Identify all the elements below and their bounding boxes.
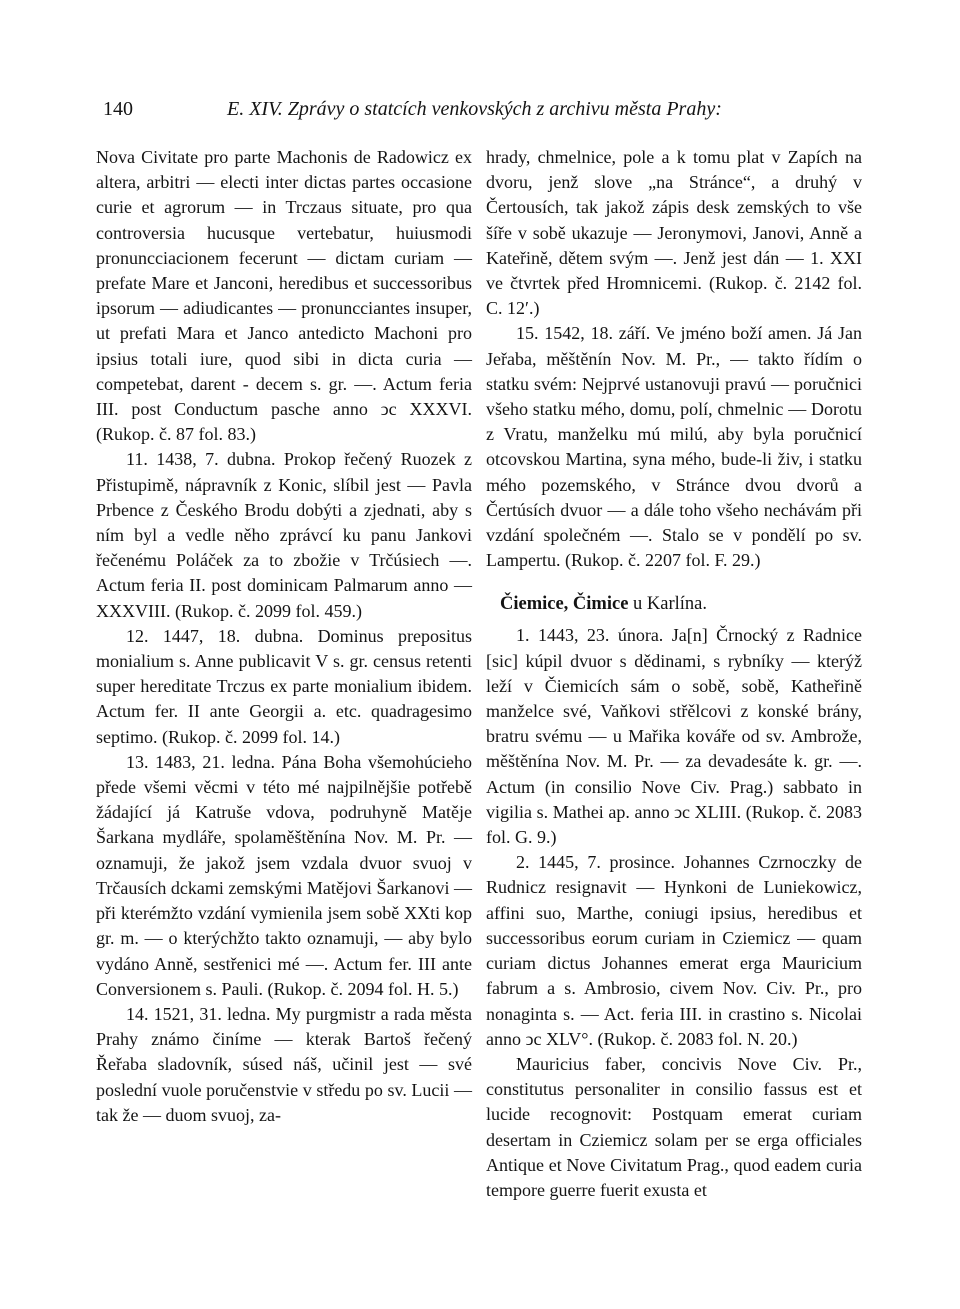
entry-mauricius: Mauricius faber, concivis Nove Civ. Pr., constitutus personaliter in consilio fassus est et lucide recognovit: Postquam emerat curiam desertam in Cziemicz solam per se erga officiales Antique et Nove Civitatum Prag., quod eadem curia tempore guerre fuerit exusta et bbox=[486, 1053, 862, 1200]
entry-14: 14. 1521, 31. ledna. My purgmistr a rada města Prahy známo činíme — kterak Bartoš řečený Řeřaba sladovník, súsed náš, učinil jest — své poslední vuole poručenstvie v středu po sv. Lucii — tak že — duom svuoj, za- bbox=[96, 1003, 472, 1125]
entry-11: 11. 1438, 7. dubna. Prokop řečený Ruozek z Přistupimě, nápravník z Konic, slíbil jest — Pavla Prbence z Českého Brodu dobýti a zjednati, aby s ním byl a vedle něho zprávcí ku panu Jankovi řečenému Poláček za to zbožie v Trčúsiech —. Actum feria II. post dominicam Palmarum anno — XXXVIII. (Rukop. č. 2099 fol. 459.) bbox=[96, 449, 472, 621]
paragraph-continuation: hrady, chmelnice, pole a k tomu plat v Zapích na dvoru, jenž slove „na Stránce“, a druhý v Čertousích, tak jakož zápis desk zemských to vše šíře v sobě ukazuje — Jeronymovi, Janovi, Anně a Kateřině, dětem svým —. Jenž jest dán — 1. XXI ve čtvrtek před Hromnicemi. (Rukop. č. 2142 fol. C. 12′.) bbox=[486, 147, 862, 319]
entry-15: 15. 1542, 18. září. Ve jméno boží amen. Já Jan Jeřaba, měštěnín Nov. M. Pr., — takto řídím o statku svém: Nejprvé ustanovuji pravú — poručnici všeho statku mého, domu, polí, chmelnic — Dorotu z Vratu, manželku mú milú, aby byla poručnicí otcovskou Martina, syna mého, bude-li živ, i statku mého pozemského, v Stránce dvou dvorů a Čertúsích dvuor — a dále toho všeho nechávám při vzdání společném —. Stalo se v pondělí po sv. Lampertu. (Rukop. č. 2207 fol. F. 29.) bbox=[486, 323, 862, 571]
entry-13: 13. 1483, 21. ledna. Pána Boha všemohúcieho přede všemi věcmi v této mé najpilnějšie potřebě žádající já Katruše vdova, podruhyně Matěje Šarkana mydláře, spolaměštěnína Nov. M. Pr. — oznamuji, že jakož jsem vzdala dvuor svuoj v Trčausích dckami zemskými Matějovi Šarkanovi — při kterémžto vzdání vymienila jsem sobě XXti kop gr. m. — o kterýchžto takto oznamuji, — aby bylo vydáno Anně, sestřenici mé —. Actum fer. III ante Conversionem s. Pauli. (Rukop. č. 2094 fol. H. 5.) bbox=[96, 751, 472, 999]
entry-2: 2. 1445, 7. prosince. Johannes Czrnoczky de Rudnicz resignavit — Hynkoni de Luniekowicz, affini suo, Marthe, coniugi ipsius, heredibus et successoribus eorum curiam in Cziemicz — quam curiam dictus Johannes emerat erga Mauricium fabrum a s. Ambrosio, civem Nov. Civ. Pr., pro nonaginta s. — Act. feria III. in crastino s. Nicolai anno ↄc XLV°. (Rukop. č. 2083 fol. N. 20.) bbox=[486, 852, 862, 1049]
running-header bbox=[95, 98, 865, 126]
left-column bbox=[96, 145, 472, 1128]
right-column bbox=[486, 145, 862, 1203]
section-heading bbox=[500, 591, 862, 617]
entry-12: 12. 1447, 18. dubna. Dominus prepositus monialium s. Anne publicavit V s. gr. census retenti super hereditate Trczus ex parte monialium ibidem. Actum fer. II ante Georgii a. etc. quadragesimo septimo. (Rukop. č. 2099 fol. 14.) bbox=[96, 625, 472, 747]
section-place: u Karlína. bbox=[633, 594, 708, 615]
entry-1: 1. 1443, 23. února. Ja[n] Črnocký z Radnice [sic] kúpil dvuor s dědinami, s rybníky — kterýž leží v Čiemicích sám o sobě, sobě, Katheřině manželce své, Vaňkovi střělcovi z konské brány, bratru svému — u Mařika kováře od sv. Ambrože, měštěnína Nov. M. Pr. — za devadesáte k. gr. —. Actum (in consilio Nove Civ. Prag.) sabbato in vigilia s. Mathei ap. anno ↄc XLIII. (Rukop. č. 2083 fol. G. 9.) bbox=[486, 625, 862, 848]
running-title: E. XIV. Zprávy o statcích venkovských z archivu města Prahy: bbox=[227, 98, 722, 120]
section-title: Čiemice, Čimice bbox=[500, 594, 629, 615]
paragraph-continuation: Nova Civitate pro parte Machonis de Radowicz ex altera, arbitri — electi inter dictas partes occasione curie et agrorum — in Trczaus situate, pro qua controversia hucusque vertebatur, huiusmodi pronuncciacionem fecerunt — dictam curiam — prefate Mare et Janconi, heredibus et successoribus ipsorum — adiudicantes — pronuncciantes insuper, ut prefati Mara et Janco antedicto Machoni pro ipsius totali iure, quod sibi in dicta curia — competebat, darent - decem s. gr. —. Actum feria III. post Conductum pasche anno ↄc XXXVI. (Rukop. č. 87 fol. 83.) bbox=[96, 147, 472, 445]
page-number: 140 bbox=[103, 98, 133, 120]
